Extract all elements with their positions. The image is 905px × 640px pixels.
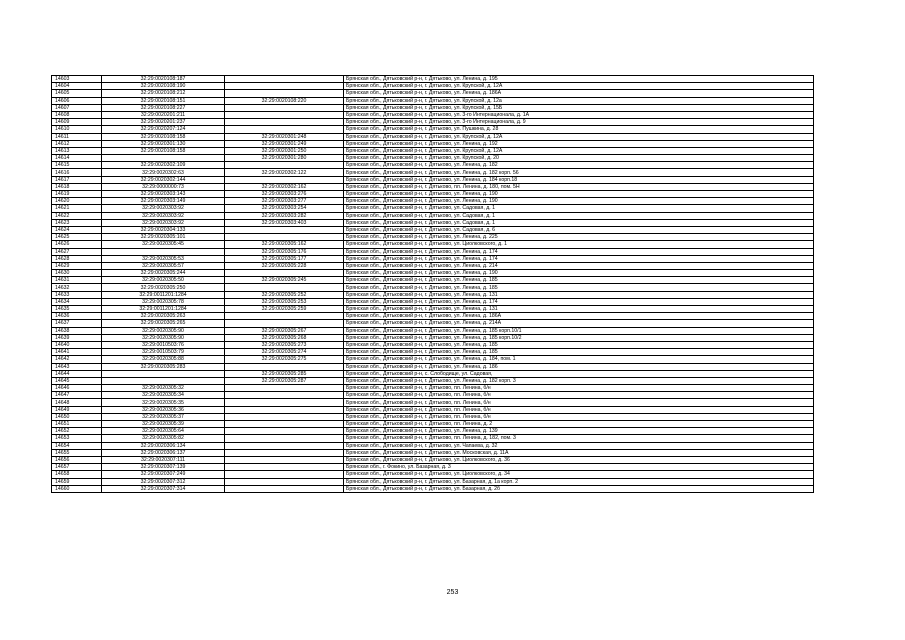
cadastral-number-cell: 32:29:0020201:211 xyxy=(102,111,225,118)
cadastral-number-cell: 32:29:0020305:101 xyxy=(102,234,225,241)
parent-cadastral-number-cell xyxy=(225,385,344,392)
table-row xyxy=(52,320,814,327)
parent-cadastral-number-cell xyxy=(225,284,344,291)
row-number-cell: 14648 xyxy=(52,399,102,406)
table-row xyxy=(52,277,814,284)
row-number-cell: 14616 xyxy=(52,169,102,176)
cadastral-number-cell: 32:29:0020307:314 xyxy=(102,485,225,492)
cadastral-number-cell xyxy=(102,155,225,162)
cadastral-number-cell: 32:29:0020108:158 xyxy=(102,133,225,140)
row-number-cell: 14613 xyxy=(52,147,102,154)
parent-cadastral-number-cell xyxy=(225,313,344,320)
cadastral-number-cell: 32:29:0020305:90 xyxy=(102,334,225,341)
table-row xyxy=(52,97,814,104)
table-row xyxy=(52,140,814,147)
address-cell: Брянская обл., Дятьковский р-н, г. Дятьково, ул. Крупской, д. 20 xyxy=(344,155,814,162)
parent-cadastral-number-cell: 32:29:0020301:249 xyxy=(225,140,344,147)
table-row xyxy=(52,205,814,212)
cadastral-number-cell: 32:29:0020301:130 xyxy=(102,140,225,147)
address-cell: Брянская обл., Дятьковский р-н, г. Дятьково, ул. Пушкина, д. 28 xyxy=(344,126,814,133)
cadastral-number-cell: 32:29:0020305:32 xyxy=(102,385,225,392)
parent-cadastral-number-cell xyxy=(225,478,344,485)
address-cell: Брянская обл., Дятьковский р-н, г. Дятьково, ул. Ленина, д. 190 xyxy=(344,198,814,205)
cadastral-number-cell: 32:29:0020108:212 xyxy=(102,90,225,97)
row-number-cell: 14638 xyxy=(52,327,102,334)
address-cell: Брянская обл., Дятьковский р-н, г. Дятьково, пл. Ленина, б/н xyxy=(344,385,814,392)
row-number-cell: 14653 xyxy=(52,435,102,442)
row-number-cell: 14611 xyxy=(52,133,102,140)
cadastral-number-cell xyxy=(102,377,225,384)
address-cell: Брянская обл., Дятьковский р-н, г. Дятьково, ул. Чапаева, д. 32 xyxy=(344,442,814,449)
parent-cadastral-number-cell: 32:29:0020303:282 xyxy=(225,212,344,219)
cadastral-number-cell: 32:29:0020307:139 xyxy=(102,464,225,471)
address-cell: Брянская обл., Дятьковский р-н, г. Дятьково, ул. Московская, д. 11А xyxy=(344,449,814,456)
address-cell: Брянская обл., Дятьковский р-н, г. Дятьково, ул. Ленина, д. 214 xyxy=(344,262,814,269)
row-number-cell: 14617 xyxy=(52,176,102,183)
parent-cadastral-number-cell xyxy=(225,234,344,241)
table-row xyxy=(52,399,814,406)
parent-cadastral-number-cell: 32:29:0020303:277 xyxy=(225,198,344,205)
parent-cadastral-number-cell: 32:29:0020305:245 xyxy=(225,277,344,284)
parent-cadastral-number-cell: 32:29:0020305:259 xyxy=(225,306,344,313)
address-cell: Брянская обл., Дятьковский р-н, г. Дятьково, ул. Садовая, д. 1 xyxy=(344,205,814,212)
address-cell: Брянская обл., Дятьковский р-н, г. Дятьково, ул. Ленина, д. 174 xyxy=(344,248,814,255)
row-number-cell: 14628 xyxy=(52,255,102,262)
address-cell: Брянская обл., Дятьковский р-н, г. Дятьково, пл. Ленина, д. 180, пом. 5Н xyxy=(344,183,814,190)
table-row xyxy=(52,162,814,169)
row-number-cell: 14631 xyxy=(52,277,102,284)
address-cell: Брянская обл., г. Фокино, ул. Базарная, д. 3 xyxy=(344,464,814,471)
table-row xyxy=(52,413,814,420)
table-row xyxy=(52,392,814,399)
table-row xyxy=(52,183,814,190)
cadastral-number-cell: 32:29:0020305:53 xyxy=(102,255,225,262)
address-cell: Брянская обл., Дятьковский р-н, г. Дятьково, ул. Ленина, д. 185 xyxy=(344,341,814,348)
row-number-cell: 14658 xyxy=(52,471,102,478)
address-cell: Брянская обл., Дятьковский р-н, г. Дятьково, пл. Ленина, б/н xyxy=(344,413,814,420)
address-cell: Брянская обл., Дятьковский р-н, г. Дятьково, ул. Ленина, д. 131 xyxy=(344,306,814,313)
row-number-cell: 14619 xyxy=(52,191,102,198)
table-row xyxy=(52,83,814,90)
row-number-cell: 14624 xyxy=(52,226,102,233)
address-cell: Брянская обл., Дятьковский р-н, г. Дятьково, ул. Ленина, д. 185 корп.10/1 xyxy=(344,327,814,334)
address-cell: Брянская обл., Дятьковский р-н, г. Дятьково, ул. Ленина, д. 184 корп.18 xyxy=(344,176,814,183)
cadastral-number-cell: 32:29:0020303:92 xyxy=(102,212,225,219)
table-row xyxy=(52,133,814,140)
parent-cadastral-number-cell xyxy=(225,83,344,90)
cadastral-number-cell xyxy=(102,370,225,377)
table-row xyxy=(52,198,814,205)
address-cell: Брянская обл., Дятьковский р-н, г. Дятьково, пл. Ленина, д. 2 xyxy=(344,421,814,428)
address-cell: Брянская обл., Дятьковский р-н, г. Дятьково, ул. Ленина, д. 182 корп. 3 xyxy=(344,377,814,384)
address-cell: Брянская обл., Дятьковский р-н, г. Дятьково, ул. Ленина, д. 192 xyxy=(344,140,814,147)
address-cell: Брянская обл., Дятьковский р-н, г. Дятьково, ул. Крупской, д. 12А xyxy=(344,147,814,154)
address-cell: Брянская обл., Дятьковский р-н, г. Дятьково, ул. Садовая, д. 1 xyxy=(344,212,814,219)
row-number-cell: 14612 xyxy=(52,140,102,147)
row-number-cell: 14659 xyxy=(52,478,102,485)
parent-cadastral-number-cell xyxy=(225,442,344,449)
parent-cadastral-number-cell: 32:29:0020303:254 xyxy=(225,205,344,212)
table-row xyxy=(52,219,814,226)
table-row xyxy=(52,147,814,154)
cadastral-number-cell: 32:29:0020307:312 xyxy=(102,478,225,485)
row-number-cell: 14608 xyxy=(52,111,102,118)
address-cell: Брянская обл., Дятьковский р-н, г. Дятьково, ул. Ленина, д. 174 xyxy=(344,298,814,305)
cadastral-number-cell: 32:29:0000000:73 xyxy=(102,183,225,190)
row-number-cell: 14629 xyxy=(52,262,102,269)
parent-cadastral-number-cell: 32:29:0020305:162 xyxy=(225,241,344,248)
parent-cadastral-number-cell: 32:29:0020305:273 xyxy=(225,341,344,348)
table-row xyxy=(52,442,814,449)
table-row xyxy=(52,478,814,485)
parent-cadastral-number-cell xyxy=(225,456,344,463)
address-cell: Брянская обл., Дятьковский р-н, г. Дятьково, ул. Ленина, д. 185 xyxy=(344,349,814,356)
parent-cadastral-number-cell xyxy=(225,485,344,492)
parent-cadastral-number-cell: 32:29:0020301:250 xyxy=(225,147,344,154)
parent-cadastral-number-cell: 32:29:0020305:267 xyxy=(225,327,344,334)
row-number-cell: 14620 xyxy=(52,198,102,205)
address-cell: Брянская обл., Дятьковский р-н, г. Дятьково, ул. Садовая, д. 6 xyxy=(344,226,814,233)
row-number-cell: 14655 xyxy=(52,449,102,456)
row-number-cell: 14647 xyxy=(52,392,102,399)
table-row xyxy=(52,377,814,384)
table-row xyxy=(52,334,814,341)
cadastral-number-cell: 32:29:0020305:265 xyxy=(102,320,225,327)
row-number-cell: 14606 xyxy=(52,97,102,104)
row-number-cell: 14657 xyxy=(52,464,102,471)
row-number-cell: 14656 xyxy=(52,456,102,463)
row-number-cell: 14660 xyxy=(52,485,102,492)
table-row xyxy=(52,212,814,219)
address-cell: Брянская обл., Дятьковский р-н, г. Дятьково, ул. Ленина, д. 186 xyxy=(344,363,814,370)
address-cell: Брянская обл., Дятьковский р-н, г. Дятьково, ул. Крупской, д. 12а xyxy=(344,97,814,104)
parent-cadastral-number-cell xyxy=(225,270,344,277)
parent-cadastral-number-cell: 32:29:0020305:268 xyxy=(225,334,344,341)
address-cell: Брянская обл., Дятьковский р-н, г. Дятьково, ул. Циолковского, д. 1 xyxy=(344,241,814,248)
row-number-cell: 14643 xyxy=(52,363,102,370)
cadastral-number-cell: 32:29:0020302:63 xyxy=(102,169,225,176)
parent-cadastral-number-cell xyxy=(225,226,344,233)
table-row xyxy=(52,456,814,463)
parent-cadastral-number-cell xyxy=(225,119,344,126)
parent-cadastral-number-cell xyxy=(225,176,344,183)
table-row xyxy=(52,241,814,248)
table-body xyxy=(52,76,814,493)
parent-cadastral-number-cell: 32:29:0020303:403 xyxy=(225,219,344,226)
parent-cadastral-number-cell xyxy=(225,111,344,118)
table-row xyxy=(52,406,814,413)
cadastral-number-cell: 32:29:0020305:37 xyxy=(102,413,225,420)
parent-cadastral-number-cell: 32:29:0020302:162 xyxy=(225,183,344,190)
row-number-cell: 14614 xyxy=(52,155,102,162)
row-number-cell: 14607 xyxy=(52,104,102,111)
address-cell: Брянская обл., Дятьковский р-н, г. Дятьково, ул. Ленина, д. 190 xyxy=(344,191,814,198)
address-cell: Брянская обл., Дятьковский р-н, г. Дятьково, ул. Крупской, д. 12А xyxy=(344,133,814,140)
address-cell: Брянская обл., Дятьковский р-н, г. Дятьково, ул. Циолковского, д. 36 xyxy=(344,456,814,463)
cadastral-number-cell: 32:29:0020305:57 xyxy=(102,262,225,269)
address-cell: Брянская обл., Дятьковский р-н, г. Дятьково, ул. Крупской, д. 15Б xyxy=(344,104,814,111)
table-row xyxy=(52,485,814,492)
parent-cadastral-number-cell xyxy=(225,464,344,471)
cadastral-number-cell: 32:29:0020108:190 xyxy=(102,83,225,90)
address-cell: Брянская обл., Дятьковский р-н, г. Дятьково, ул. Ленина, д. 184, пом. 1 xyxy=(344,356,814,363)
row-number-cell: 14610 xyxy=(52,126,102,133)
cadastral-number-cell: 32:29:0020305:45 xyxy=(102,241,225,248)
address-cell: Брянская обл., Дятьковский р-н, г. Дятьково, ул. Ленина, д. 185 корп.10/2 xyxy=(344,334,814,341)
table-row xyxy=(52,234,814,241)
row-number-cell: 14603 xyxy=(52,76,102,83)
table-row xyxy=(52,76,814,83)
cadastral-number-cell: 32:29:0020305:88 xyxy=(102,356,225,363)
address-cell: Брянская обл., Дятьковский р-н, г. Дятьково, ул. Ленина, д. 182 корп. 56 xyxy=(344,169,814,176)
address-cell: Брянская обл., Дятьковский р-н, г. Дятьково, ул. Садовая, д. 1 xyxy=(344,219,814,226)
address-cell: Брянская обл., Дятьковский р-н, г. Дятьково, ул. Крупской, д. 12А xyxy=(344,83,814,90)
parent-cadastral-number-cell: 32:29:0020305:274 xyxy=(225,349,344,356)
cadastral-number-cell: 32:29:0020305:263 xyxy=(102,313,225,320)
table-row xyxy=(52,298,814,305)
table-row xyxy=(52,90,814,97)
table-row xyxy=(52,176,814,183)
row-number-cell: 14623 xyxy=(52,219,102,226)
address-cell: Брянская обл., Дятьковский р-н, г. Дятьково, пл. Ленина, б/н xyxy=(344,392,814,399)
table-row xyxy=(52,255,814,262)
row-number-cell: 14646 xyxy=(52,385,102,392)
parent-cadastral-number-cell xyxy=(225,428,344,435)
cadastral-number-cell: 32:29:0020307:249 xyxy=(102,471,225,478)
cadastral-number-cell: 32:29:0020305:36 xyxy=(102,406,225,413)
row-number-cell: 14641 xyxy=(52,349,102,356)
cadastral-number-cell xyxy=(102,248,225,255)
cadastral-number-cell: 32:29:0020207:124 xyxy=(102,126,225,133)
cadastral-number-cell: 32:29:0020201:237 xyxy=(102,119,225,126)
parent-cadastral-number-cell: 32:29:0020305:275 xyxy=(225,356,344,363)
parent-cadastral-number-cell xyxy=(225,320,344,327)
address-cell: Брянская обл., Дятьковский р-н, г. Дятьково, ул. Ленина, д. 174 xyxy=(344,255,814,262)
cadastral-number-cell: 32:29:0011201:1284 xyxy=(102,291,225,298)
table-row xyxy=(52,428,814,435)
row-number-cell: 14626 xyxy=(52,241,102,248)
parent-cadastral-number-cell: 32:29:0020305:252 xyxy=(225,291,344,298)
cadastral-number-cell: 32:29:0020305:78 xyxy=(102,298,225,305)
row-number-cell: 14615 xyxy=(52,162,102,169)
cadastral-number-cell: 32:29:0020305:244 xyxy=(102,270,225,277)
cadastral-number-cell: 32:29:0020306:137 xyxy=(102,449,225,456)
cadastral-number-cell: 32:29:0020305:250 xyxy=(102,284,225,291)
cadastral-number-cell: 32:29:0020302:109 xyxy=(102,162,225,169)
address-cell: Брянская обл., Дятьковский р-н, г. Дятьково, пл. Ленина, б/н xyxy=(344,406,814,413)
parent-cadastral-number-cell: 32:29:0020305:253 xyxy=(225,298,344,305)
parent-cadastral-number-cell xyxy=(225,363,344,370)
table-row xyxy=(52,306,814,313)
parent-cadastral-number-cell: 32:29:0020303:276 xyxy=(225,191,344,198)
table-row xyxy=(52,449,814,456)
parent-cadastral-number-cell xyxy=(225,421,344,428)
row-number-cell: 14627 xyxy=(52,248,102,255)
parent-cadastral-number-cell: 32:29:0020301:248 xyxy=(225,133,344,140)
parent-cadastral-number-cell: 32:29:0020305:287 xyxy=(225,377,344,384)
parent-cadastral-number-cell: 32:29:0020108:220 xyxy=(225,97,344,104)
parent-cadastral-number-cell xyxy=(225,471,344,478)
cadastral-number-cell: 32:29:0020303:143 xyxy=(102,191,225,198)
address-cell: Брянская обл., Дятьковский р-н, г. Дятьково, ул. Ленина, д. 182 xyxy=(344,162,814,169)
table-row xyxy=(52,226,814,233)
row-number-cell: 14625 xyxy=(52,234,102,241)
parent-cadastral-number-cell: 32:29:0020305:177 xyxy=(225,255,344,262)
address-cell: Брянская обл., Дятьковский р-н, с. Слободище, ул. Садовая, xyxy=(344,370,814,377)
cadastral-number-cell: 32:29:0020305:90 xyxy=(102,327,225,334)
row-number-cell: 14633 xyxy=(52,291,102,298)
table-row xyxy=(52,119,814,126)
row-number-cell: 14604 xyxy=(52,83,102,90)
parent-cadastral-number-cell xyxy=(225,126,344,133)
table-row xyxy=(52,270,814,277)
cadastral-number-cell: 32:29:0020108:227 xyxy=(102,104,225,111)
table-row xyxy=(52,464,814,471)
cadastral-number-cell: 32:29:0020305:34 xyxy=(102,392,225,399)
cadastral-number-cell: 32:29:0020305:39 xyxy=(102,421,225,428)
parent-cadastral-number-cell: 32:29:0020302:122 xyxy=(225,169,344,176)
cadastral-number-cell: 32:29:0020108:158 xyxy=(102,147,225,154)
cadastral-number-cell: 32:29:0020305:50 xyxy=(102,277,225,284)
row-number-cell: 14632 xyxy=(52,284,102,291)
parent-cadastral-number-cell xyxy=(225,413,344,420)
cadastral-number-cell: 32:29:0020303:149 xyxy=(102,198,225,205)
cadastral-number-cell: 32:29:0020305:82 xyxy=(102,435,225,442)
address-cell: Брянская обл., Дятьковский р-н, г. Дятьково, ул. Ленина, д. 214А xyxy=(344,320,814,327)
row-number-cell: 14622 xyxy=(52,212,102,219)
address-cell: Брянская обл., Дятьковский р-н, г. Дятьково, ул. Циолковского, д. 34 xyxy=(344,471,814,478)
table-row xyxy=(52,262,814,269)
address-cell: Брянская обл., Дятьковский р-н, г. Дятьково, ул. Ленина, д. 190 xyxy=(344,270,814,277)
cadastral-number-cell: 32:29:0020303:92 xyxy=(102,205,225,212)
parent-cadastral-number-cell xyxy=(225,162,344,169)
property-table xyxy=(51,75,814,493)
cadastral-number-cell: 32:29:0020306:134 xyxy=(102,442,225,449)
address-cell: Брянская обл., Дятьковский р-н, г. Дятьково, ул. Ленина, д. 139 xyxy=(344,428,814,435)
parent-cadastral-number-cell xyxy=(225,90,344,97)
table-row xyxy=(52,111,814,118)
parent-cadastral-number-cell: 32:29:0020305:176 xyxy=(225,248,344,255)
cadastral-number-cell: 32:29:0020304:133 xyxy=(102,226,225,233)
cadastral-number-cell: 32:29:0010503:79 xyxy=(102,349,225,356)
parent-cadastral-number-cell xyxy=(225,392,344,399)
table-row xyxy=(52,363,814,370)
cadastral-number-cell: 32:29:0010503:76 xyxy=(102,341,225,348)
cadastral-number-cell: 32:29:0011201:1284 xyxy=(102,306,225,313)
row-number-cell: 14605 xyxy=(52,90,102,97)
table-row xyxy=(52,291,814,298)
table-row xyxy=(52,284,814,291)
address-cell: Брянская обл., Дятьковский р-н, г. Дятьково, ул. Ленина, д. 185 xyxy=(344,284,814,291)
row-number-cell: 14639 xyxy=(52,334,102,341)
table-row xyxy=(52,349,814,356)
cadastral-number-cell: 32:29:0020108:187 xyxy=(102,76,225,83)
row-number-cell: 14637 xyxy=(52,320,102,327)
row-number-cell: 14642 xyxy=(52,356,102,363)
row-number-cell: 14645 xyxy=(52,377,102,384)
cadastral-number-cell: 32:29:0020303:92 xyxy=(102,219,225,226)
table-row xyxy=(52,191,814,198)
address-cell: Брянская обл., Дятьковский р-н, г. Дятьково, пл. Ленина, б/н xyxy=(344,399,814,406)
row-number-cell: 14635 xyxy=(52,306,102,313)
cadastral-number-cell: 32:29:0020302:144 xyxy=(102,176,225,183)
address-cell: Брянская обл., Дятьковский р-н, г. Дятьково, ул. Ленина, д. 195 xyxy=(344,76,814,83)
cadastral-number-cell: 32:29:0020307:111 xyxy=(102,456,225,463)
parent-cadastral-number-cell xyxy=(225,449,344,456)
address-cell: Брянская обл., Дятьковский р-н, г. Дятьково, ул. 3-го Интернационала, д. 1А xyxy=(344,111,814,118)
row-number-cell: 14651 xyxy=(52,421,102,428)
address-cell: Брянская обл., Дятьковский р-н, г. Дятьково, ул. Ленина, д. 186А xyxy=(344,313,814,320)
table-row xyxy=(52,370,814,377)
parent-cadastral-number-cell xyxy=(225,406,344,413)
table-row xyxy=(52,155,814,162)
parent-cadastral-number-cell xyxy=(225,435,344,442)
address-cell: Брянская обл., Дятьковский р-н, г. Дятьково, пл. Ленина, д. 182, пом. 3 xyxy=(344,435,814,442)
address-cell: Брянская обл., Дятьковский р-н, г. Дятьково, ул. Базарная, д. 1а корп. 2 xyxy=(344,478,814,485)
row-number-cell: 14609 xyxy=(52,119,102,126)
address-cell: Брянская обл., Дятьковский р-н, г. Дятьково, ул. Ленина, д. 185 xyxy=(344,277,814,284)
address-cell: Брянская обл., Дятьковский р-н, г. Дятьково, ул. Ленина, д. 225 xyxy=(344,234,814,241)
address-cell: Брянская обл., Дятьковский р-н, г. Дятьково, ул. 3-го Интернационала, д. 9 xyxy=(344,119,814,126)
row-number-cell: 14652 xyxy=(52,428,102,435)
row-number-cell: 14644 xyxy=(52,370,102,377)
row-number-cell: 14654 xyxy=(52,442,102,449)
row-number-cell: 14634 xyxy=(52,298,102,305)
row-number-cell: 14621 xyxy=(52,205,102,212)
table-row xyxy=(52,313,814,320)
row-number-cell: 14630 xyxy=(52,270,102,277)
parent-cadastral-number-cell: 32:29:0020305:228 xyxy=(225,262,344,269)
parent-cadastral-number-cell: 32:29:0020305:285 xyxy=(225,370,344,377)
row-number-cell: 14649 xyxy=(52,406,102,413)
table-row xyxy=(52,126,814,133)
row-number-cell: 14650 xyxy=(52,413,102,420)
table-row xyxy=(52,104,814,111)
row-number-cell: 14618 xyxy=(52,183,102,190)
table-row xyxy=(52,356,814,363)
table-row xyxy=(52,471,814,478)
parent-cadastral-number-cell: 32:29:0020301:280 xyxy=(225,155,344,162)
table-row xyxy=(52,421,814,428)
address-cell: Брянская обл., Дятьковский р-н, г. Дятьково, ул. Ленина, д. 131 xyxy=(344,291,814,298)
cadastral-number-cell: 32:29:0020305:64 xyxy=(102,428,225,435)
parent-cadastral-number-cell xyxy=(225,399,344,406)
table-row xyxy=(52,327,814,334)
row-number-cell: 14636 xyxy=(52,313,102,320)
table-row xyxy=(52,169,814,176)
address-cell: Брянская обл., Дятьковский р-н, г. Дятьково, ул. Базарная, д. 2б xyxy=(344,485,814,492)
cadastral-number-cell: 32:29:0020305:35 xyxy=(102,399,225,406)
row-number-cell: 14640 xyxy=(52,341,102,348)
table-row xyxy=(52,435,814,442)
table-row xyxy=(52,248,814,255)
page-number: 253 xyxy=(446,589,459,596)
parent-cadastral-number-cell xyxy=(225,104,344,111)
address-cell: Брянская обл., Дятьковский р-н, г. Дятьково, ул. Ленина, д. 186А xyxy=(344,90,814,97)
cadastral-number-cell: 32:29:0020305:283 xyxy=(102,363,225,370)
parent-cadastral-number-cell xyxy=(225,76,344,83)
table-row xyxy=(52,341,814,348)
cadastral-number-cell: 32:29:0020108:151 xyxy=(102,97,225,104)
table-row xyxy=(52,385,814,392)
